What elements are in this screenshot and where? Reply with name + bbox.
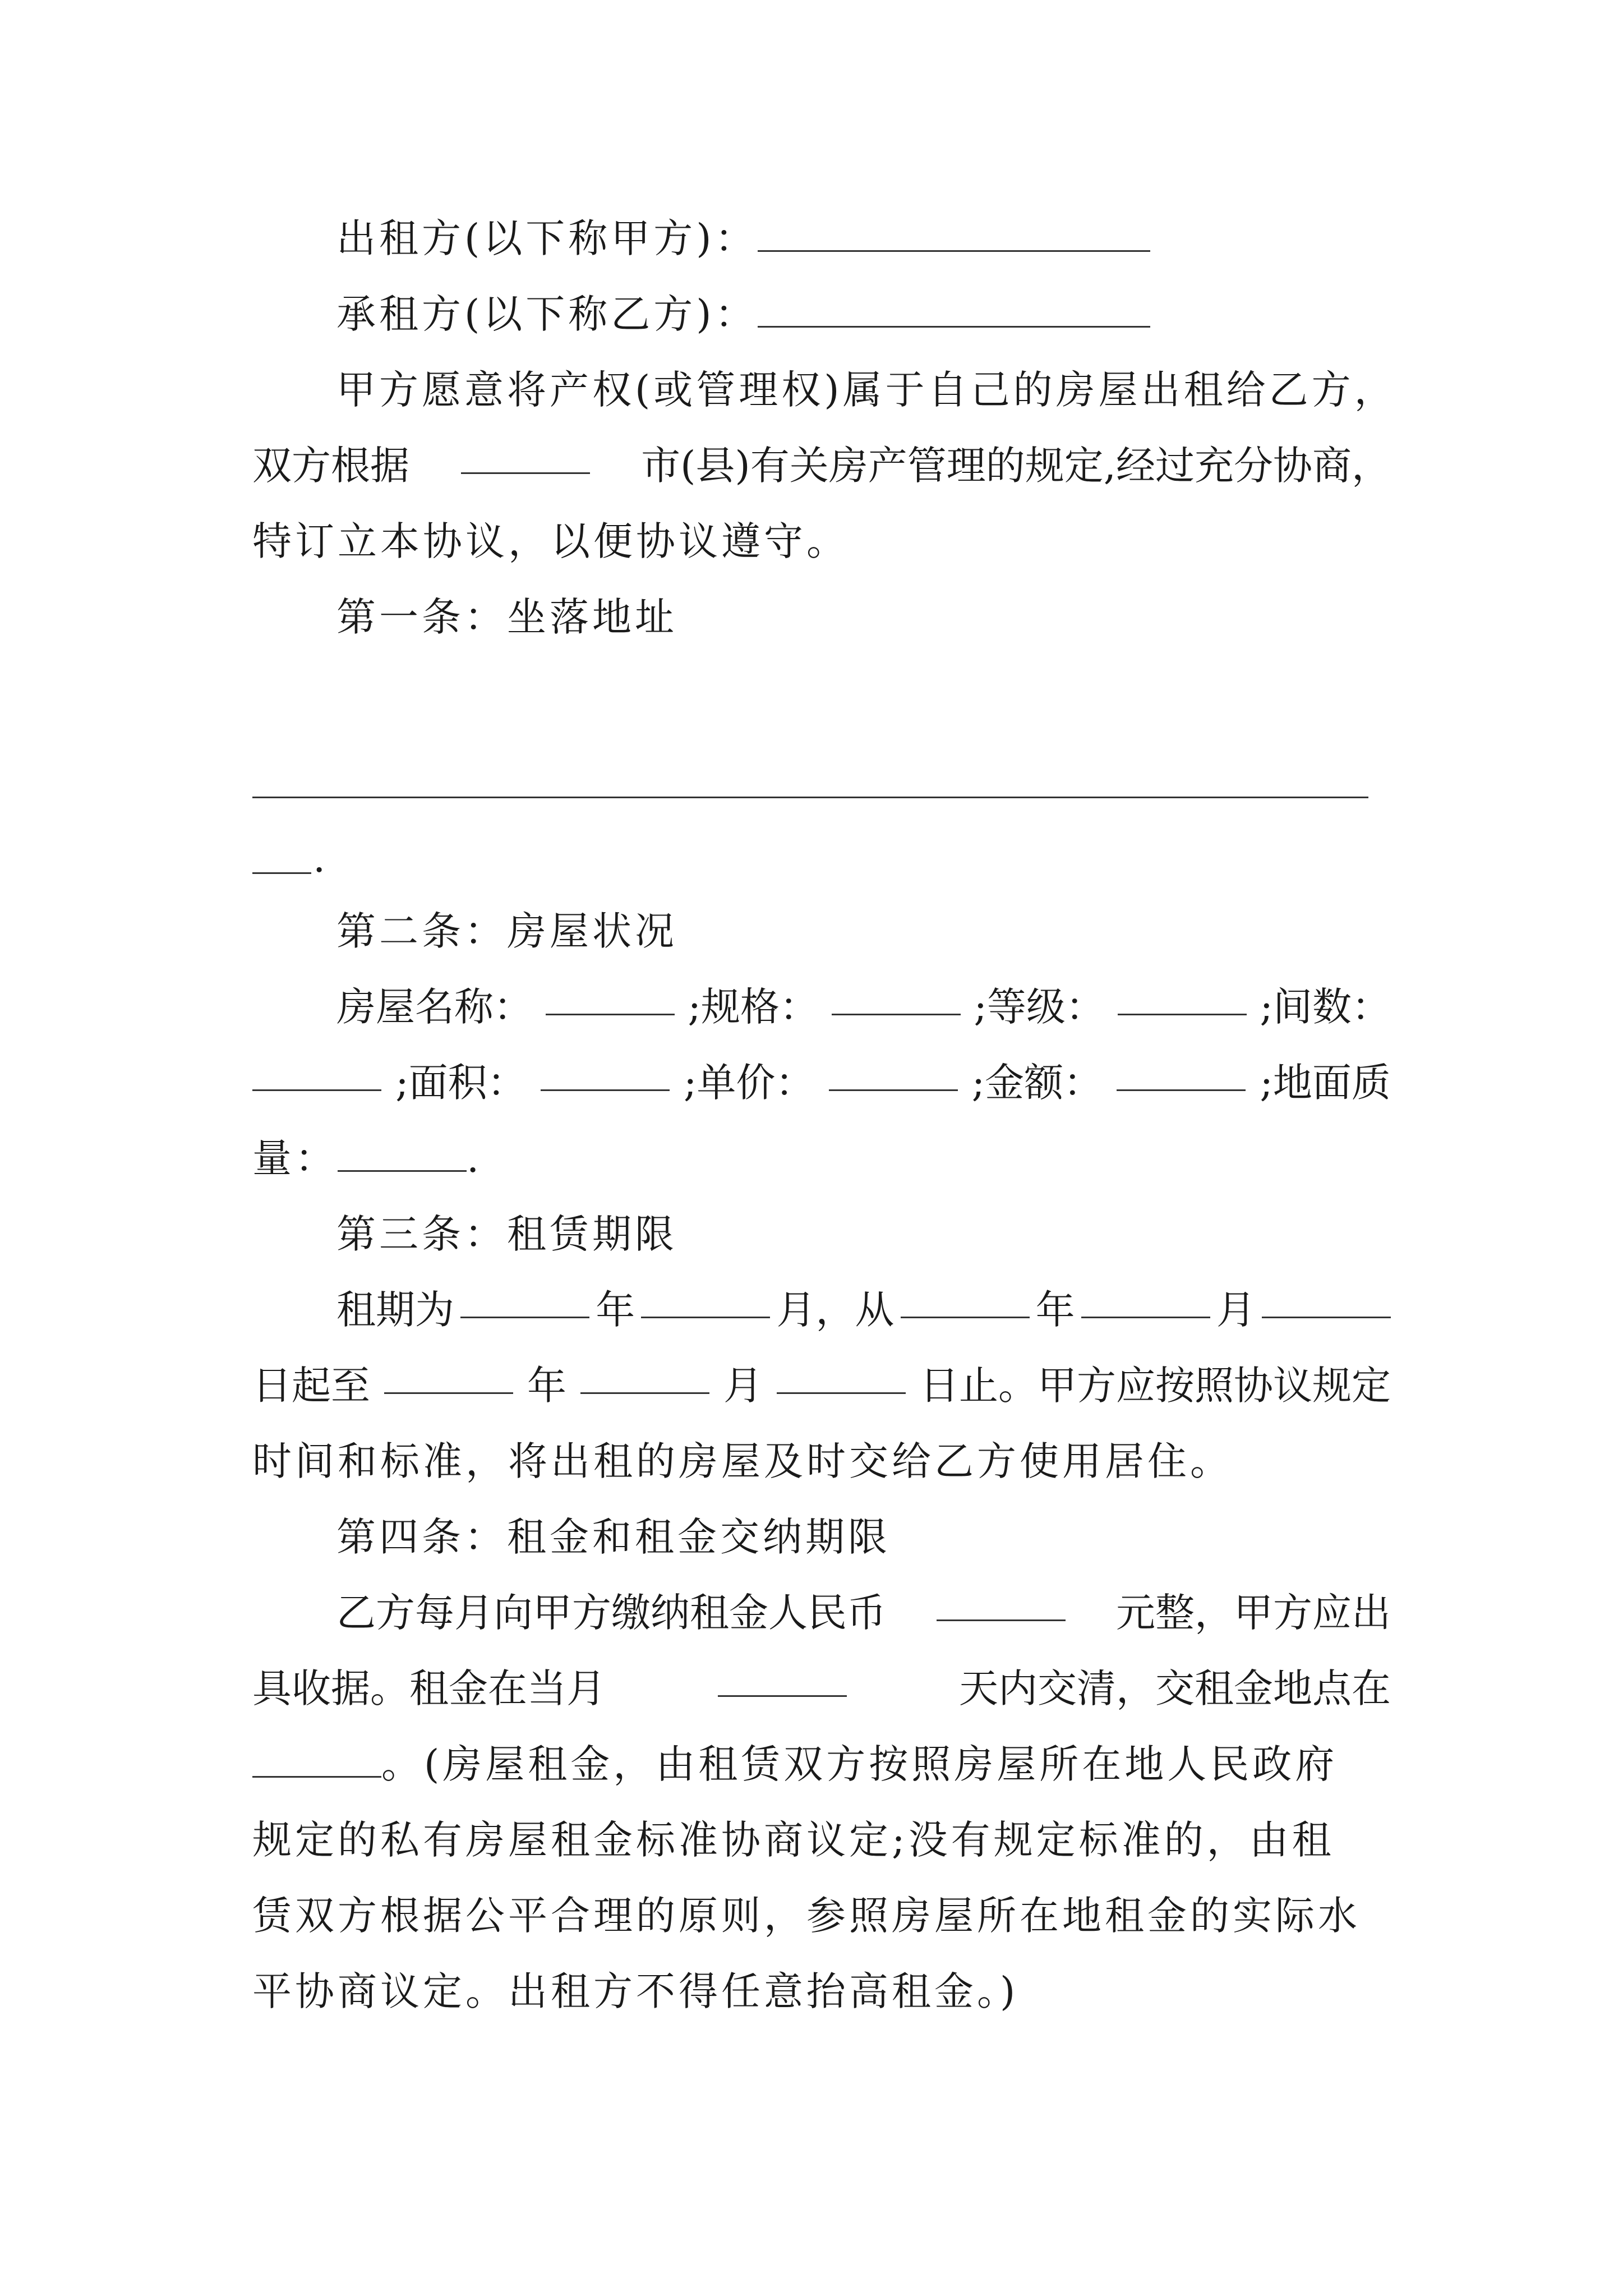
spec-label: ;规格： [688,984,819,1030]
rent-text-a: 乙方每月向甲方缴纳租金人民币 [336,1590,886,1636]
lessor-blank[interactable] [758,215,1150,252]
intro-line-2 [252,438,1391,494]
start-year-blank[interactable] [901,1282,1030,1318]
rent-line-4: 规定的私有房屋租金标准协商议定;没有规定标准的，由租 [252,1817,1335,1863]
spec-blank[interactable] [832,979,961,1015]
term-from-label: 月，从 [776,1287,895,1333]
intro-text-a: 双方根据 [252,443,409,489]
area-label: ;面积： [395,1060,527,1106]
start-month-blank[interactable] [1081,1282,1210,1318]
article-4-heading: 第四条：租金和租金交纳期限 [336,1514,891,1560]
rent-text-c: 具收据。租金在当月 [252,1665,606,1711]
end-day-blank[interactable] [777,1358,906,1394]
area-blank[interactable] [541,1055,670,1091]
unit-price-label: ;单价： [683,1060,815,1106]
term-year-unit: 年 [596,1287,635,1333]
end-year-blank[interactable] [384,1358,513,1394]
grade-label: ;等级： [974,984,1105,1030]
article-1-heading: 第一条：坐落地址 [336,594,677,640]
lessee-label: 承租方(以下称乙方)： [336,291,758,337]
start-year-unit: 年 [1035,1287,1075,1333]
lessee-blank[interactable] [758,291,1150,328]
term-until-label: 日起至 [252,1363,370,1409]
article-3-heading: 第三条：租赁期限 [336,1211,677,1257]
start-month-unit: 月 [1216,1287,1256,1333]
lessee-line [336,286,1391,342]
rent-text-e: 。(房屋租金，由租赁双方按照房屋所在地人民政府 [381,1741,1338,1787]
rent-line-1 [336,1585,1391,1641]
rent-place-blank[interactable] [252,1741,381,1778]
term-line-3: 时间和标准，将出租的房屋及时交给乙方使用居住。 [252,1438,1233,1484]
lessor-line [336,210,1391,266]
amount-blank[interactable] [1117,1055,1246,1091]
unit-price-blank[interactable] [829,1055,958,1091]
floor-quality-label: ;地面质 [1260,1060,1391,1106]
rent-line-5: 赁双方根据公平合理的原则，参照房屋所在地租金的实际水 [252,1893,1361,1939]
floor-quality-period: . [467,1135,483,1181]
rooms-blank[interactable] [252,1055,381,1091]
rent-line-6: 平协商议定。出租方不得任意抬高租金。) [252,1968,1019,2014]
house-name-blank[interactable] [546,979,675,1015]
lessor-label: 出租方(以下称甲方)： [336,215,758,261]
floor-quality-label-end: 量： [252,1135,338,1181]
start-day-blank[interactable] [1262,1282,1391,1318]
rent-line-3 [252,1736,1391,1792]
rent-line-2 [252,1660,1391,1717]
intro-text-b: 市(县)有关房产管理的规定,经过充分协商， [641,443,1391,489]
rent-days-blank[interactable] [718,1660,847,1697]
floor-quality-blank[interactable] [338,1135,467,1172]
city-blank[interactable] [461,438,590,474]
term-years-blank[interactable] [460,1282,589,1318]
address-period: . [313,835,326,881]
address-blank[interactable] [252,797,1368,798]
address-blank-continued[interactable] [252,872,311,874]
intro-line-1: 甲方愿意将产权(或管理权)属于自己的房屋出租给乙方， [336,367,1397,413]
end-month-unit: 月 [723,1363,763,1409]
article-2-heading: 第二条：房屋状况 [336,908,677,954]
rent-amount-blank[interactable] [937,1585,1066,1621]
term-months-blank[interactable] [641,1282,770,1318]
end-year-unit: 年 [527,1363,566,1409]
term-line-2 [252,1358,1391,1414]
house-status-line-3 [252,1130,1391,1186]
term-end-text: 日止。甲方应按照协议规定 [920,1363,1391,1409]
house-name-label: 房屋名称： [336,984,533,1030]
amount-label: ;金额： [971,1060,1103,1106]
rent-text-b: 元整，甲方应出 [1116,1590,1391,1636]
term-line-1 [336,1282,1391,1338]
rent-text-d: 天内交清，交租金地点在 [959,1665,1391,1711]
grade-blank[interactable] [1118,979,1247,1015]
end-month-blank[interactable] [580,1358,709,1394]
house-status-line-2 [252,1055,1391,1111]
intro-line-3: 特订立本协议，以便协议遵守。 [252,518,849,564]
rooms-label: ;间数： [1260,984,1391,1030]
term-label: 租期为 [336,1287,454,1333]
house-status-line-1 [336,979,1391,1035]
